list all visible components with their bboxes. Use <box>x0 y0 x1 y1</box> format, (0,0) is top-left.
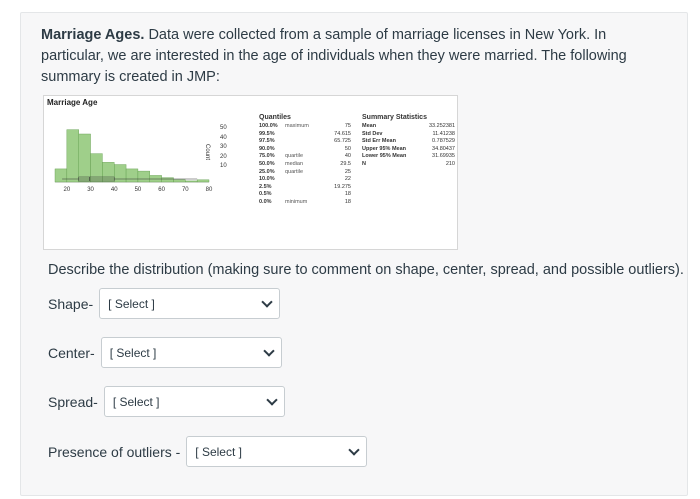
quantile-row <box>259 169 359 177</box>
center-select-value: [ Select ] <box>109 345 157 360</box>
quantile-name: quartile <box>285 168 304 175</box>
quantile-row <box>259 199 359 207</box>
quantile-name <box>285 138 321 146</box>
x-tick-label: 80 <box>205 187 213 193</box>
histogram-bar <box>162 178 174 182</box>
quantile-row <box>259 146 359 154</box>
x-tick-label: 40 <box>110 187 118 193</box>
histogram-bar <box>173 180 185 182</box>
count-tick: 40 <box>220 134 227 141</box>
quantile-percent: 97.5% <box>259 138 275 145</box>
shape-select[interactable] <box>99 288 280 319</box>
quantile-value: 18 <box>344 198 351 205</box>
summary-value: 33.252381 <box>429 123 455 129</box>
spread-label: Spread- <box>48 393 98 410</box>
quantile-value: 50 <box>344 145 351 152</box>
outliers-row <box>48 436 367 467</box>
x-tick-label: 50 <box>134 187 142 193</box>
quantile-value: 18 <box>344 191 351 198</box>
histogram-bar <box>67 130 79 182</box>
histogram <box>49 114 239 199</box>
center-row <box>48 337 282 368</box>
summary-value: 0.787529 <box>432 138 455 145</box>
quantile-percent: 2.5% <box>259 183 272 190</box>
summary-value: 11.41238 <box>432 130 455 137</box>
count-axis <box>220 124 227 172</box>
quantile-name <box>285 184 321 192</box>
chevron-down-icon <box>349 444 360 455</box>
histogram-bar <box>138 171 150 182</box>
intro-title: Marriage Ages. <box>41 27 145 43</box>
quantile-name <box>285 131 321 139</box>
quantile-percent: 90.0% <box>259 145 275 152</box>
count-tick: 20 <box>220 153 227 160</box>
spread-select[interactable] <box>104 386 285 417</box>
summary-key: Upper 95% Mean <box>362 145 407 152</box>
summary-key: Std Dev <box>362 130 383 137</box>
histogram-bar <box>55 169 67 182</box>
quantile-row <box>259 123 359 131</box>
quantile-value: 74.615 <box>334 130 351 137</box>
quantile-percent: 10.0% <box>259 176 275 183</box>
quantile-row <box>259 176 359 184</box>
quantile-name <box>285 191 321 199</box>
quantile-percent: 0.5% <box>259 191 272 198</box>
x-tick-label: 30 <box>87 187 94 193</box>
intro-text: Data were collected from a sample of marriage licenses in New York. In particular, we are interested in the age of individuals when they were married. The following summary is created in JMP: <box>41 27 627 85</box>
jmp-output-image <box>43 95 458 250</box>
quantile-value: 75 <box>344 123 351 129</box>
outliers-select-value: [ Select ] <box>195 444 242 459</box>
center-select[interactable] <box>101 337 282 368</box>
histogram-bar <box>150 175 162 182</box>
count-tick: 10 <box>220 163 227 169</box>
histogram-bar <box>91 154 103 182</box>
center-label: Center- <box>48 344 95 361</box>
summary-row <box>362 138 457 146</box>
quantile-percent: 99.5% <box>259 130 275 137</box>
quantile-row <box>259 131 359 139</box>
outliers-label: Presence of outliers - <box>48 443 181 460</box>
summary-row <box>362 153 457 161</box>
spread-row <box>48 386 285 417</box>
summary-key: Std Err Mean <box>362 138 396 145</box>
quantile-value: 22 <box>344 176 351 183</box>
shape-row <box>48 288 280 319</box>
count-label: Count <box>204 144 210 161</box>
quantile-percent: 25.0% <box>259 168 275 175</box>
summary-title: Summary Statistics <box>362 114 427 121</box>
quantile-row <box>259 184 359 192</box>
question-intro <box>41 25 666 88</box>
summary-row <box>362 146 457 154</box>
summary-row <box>362 123 457 131</box>
quantile-row <box>259 153 359 161</box>
quantile-row <box>259 161 359 169</box>
quantile-percent: 75.0% <box>259 153 275 160</box>
chevron-down-icon <box>261 296 272 307</box>
x-tick-label: 60 <box>158 187 165 193</box>
quantile-value: 40 <box>344 153 351 160</box>
shape-select-value: [ Select ] <box>108 296 155 311</box>
quantile-value: 25 <box>344 168 351 175</box>
chevron-down-icon <box>263 345 274 356</box>
summary-value: 210 <box>445 160 455 167</box>
quantile-percent: 0.0% <box>259 198 272 205</box>
quantile-row <box>259 191 359 199</box>
quantile-percent: 100.0% <box>259 123 278 129</box>
quantile-name: maximum <box>285 123 309 129</box>
shape-label: Shape- <box>48 295 94 312</box>
quantile-row <box>259 138 359 146</box>
quantiles-title: Quantiles <box>259 114 291 121</box>
quantile-value: 65.725 <box>334 138 351 145</box>
histogram-bar <box>79 134 91 182</box>
summary-statistics-table <box>362 114 457 169</box>
histogram-bar <box>126 169 138 182</box>
quantile-percent: 50.0% <box>259 160 275 167</box>
quantile-name <box>285 176 321 184</box>
outliers-select[interactable] <box>186 436 367 467</box>
quantile-name: quartile <box>285 153 304 160</box>
histogram-bar <box>185 181 197 182</box>
describe-prompt: Describe the distribution (making sure to comment on shape, center, spread, and possible outliers). <box>48 262 684 278</box>
summary-value: 34.80437 <box>432 145 455 152</box>
summary-key: Mean <box>362 123 377 129</box>
histogram-bar <box>197 180 209 182</box>
chevron-down-icon <box>266 394 277 405</box>
quantile-name: median <box>285 160 304 167</box>
summary-key: N <box>362 160 366 167</box>
count-tick: 30 <box>220 144 227 150</box>
quantile-value: 19.275 <box>334 183 351 190</box>
summary-row <box>362 131 457 139</box>
question-card <box>20 12 688 496</box>
quantile-name <box>285 146 321 154</box>
x-tick-label: 20 <box>63 187 71 193</box>
quantile-name: minimum <box>285 198 308 205</box>
jmp-title: Marriage Age <box>47 98 98 107</box>
quantiles-table <box>259 114 359 207</box>
summary-row <box>362 161 457 169</box>
histogram-bar <box>114 165 126 182</box>
spread-select-value: [ Select ] <box>112 394 160 409</box>
count-tick: 50 <box>220 125 227 131</box>
summary-value: 31.69935 <box>432 153 455 160</box>
x-tick-label: 70 <box>181 187 189 193</box>
quantile-value: 29.5 <box>340 160 351 167</box>
summary-key: Lower 95% Mean <box>362 153 407 160</box>
